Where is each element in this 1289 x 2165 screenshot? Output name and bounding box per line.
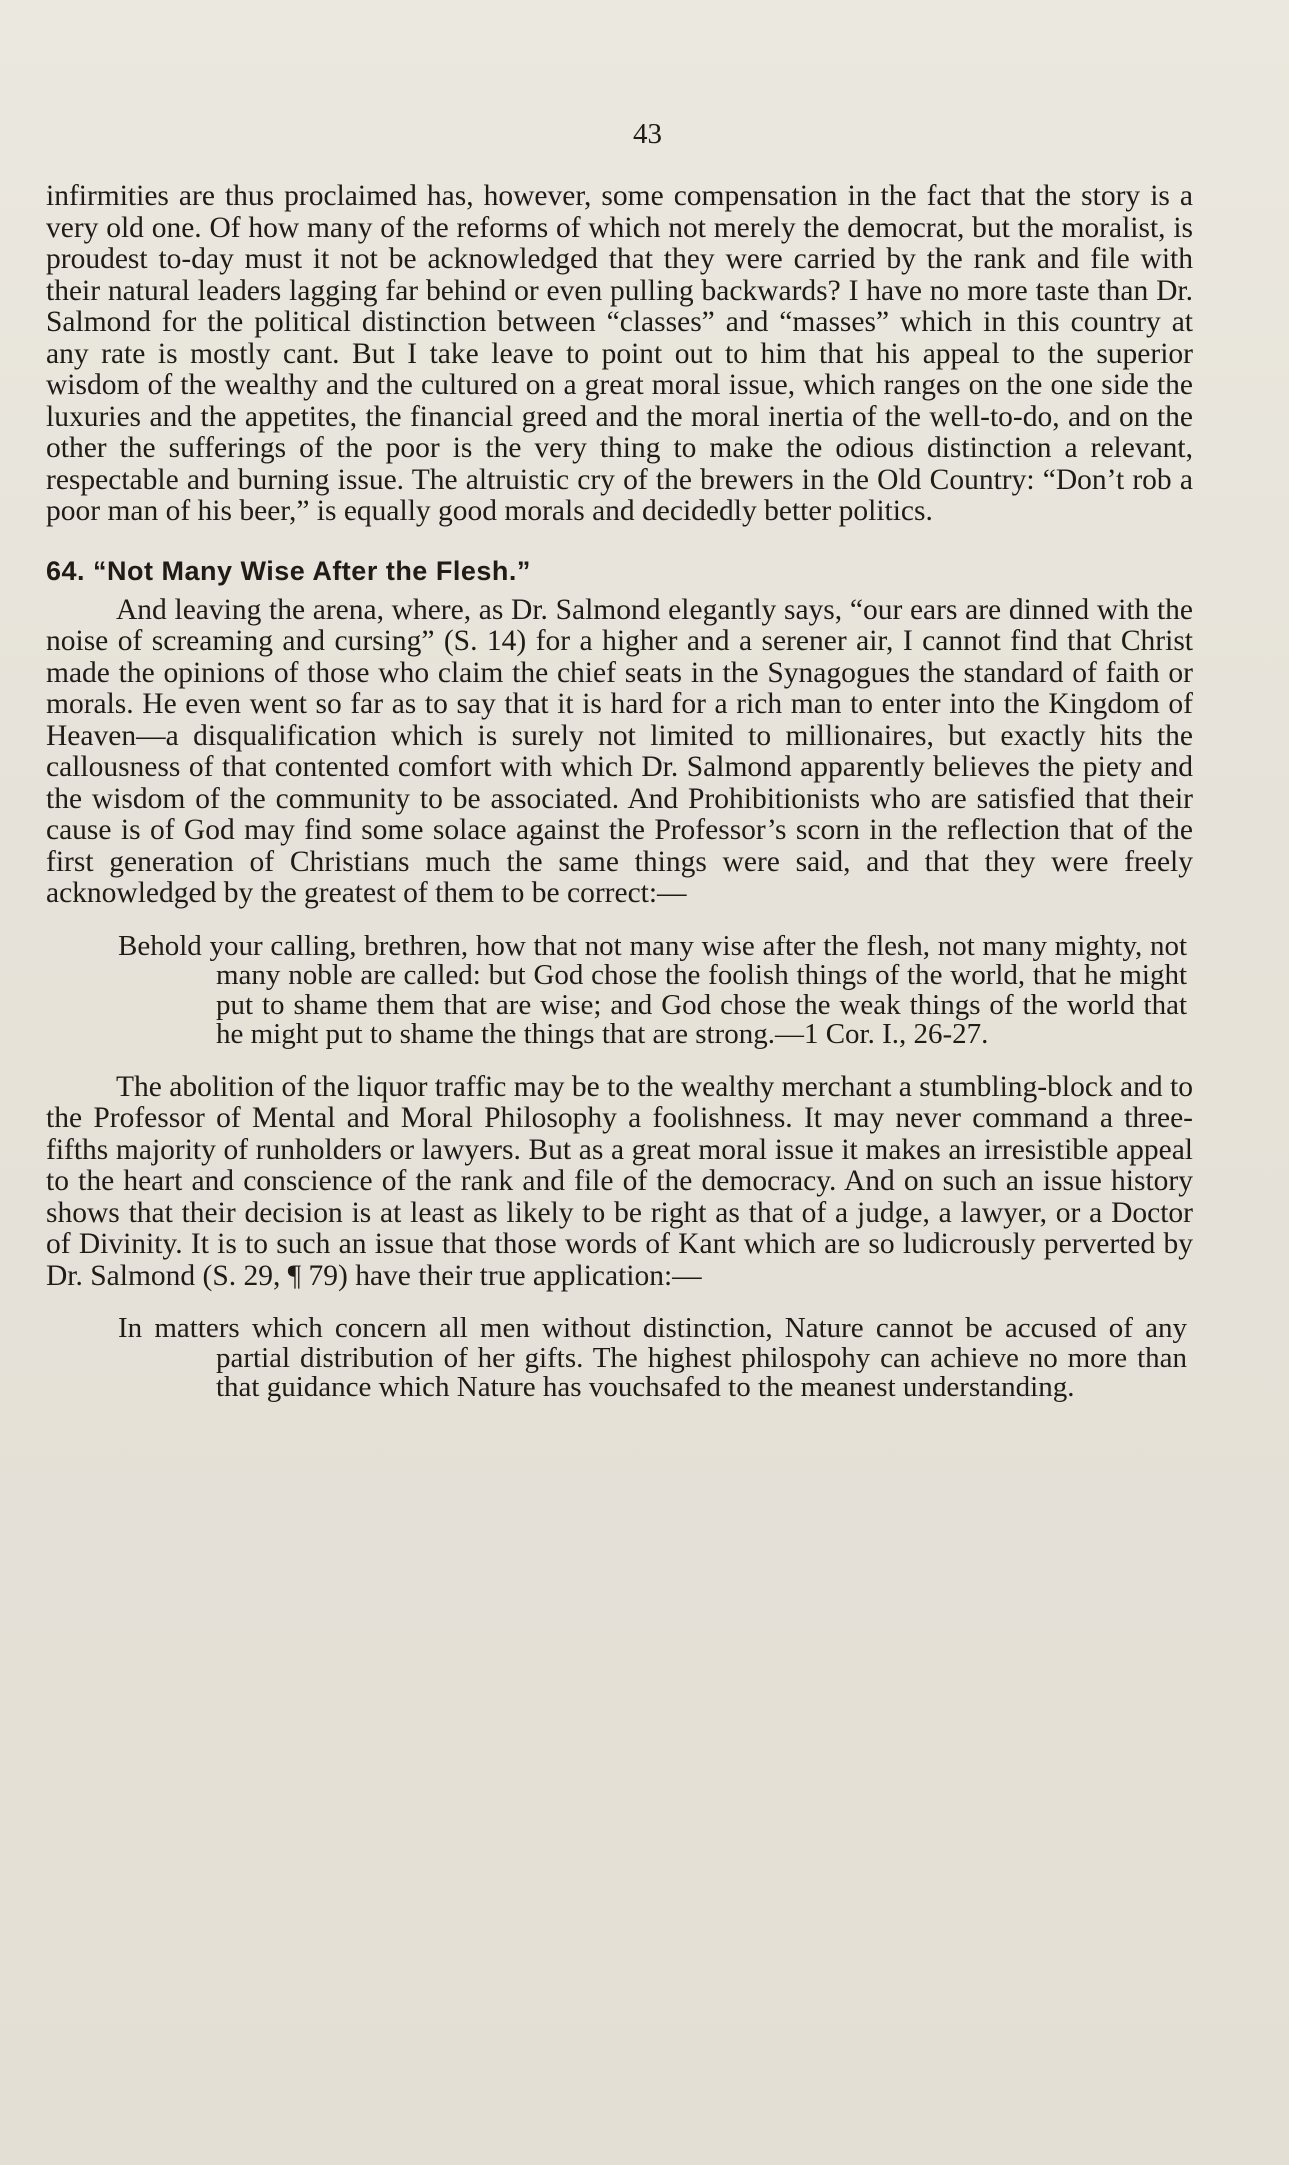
kant-quote: In matters which concern all men without distinction, Nature cannot be accused of any partial distribution of her gifts. The highest philospohy can achieve no more than that guidance which Nature has vouchsafed to the meanest understanding. [118,1312,1187,1403]
section-heading: 64. “Not Many Wise After the Flesh.” [46,555,531,586]
corinthians-quote: Behold your calling, brethren, how that not many wise after the flesh, not many mighty, not many noble are called: but God chose the foolish things of the world, that he might put to shame them that are wise; and God chose the weak things of the world that he might put to shame the things that are strong.—1 Cor. I., 26-27. [118,929,1187,1050]
page-number: 43 [633,118,662,150]
opening-paragraph: infirmities are thus proclaimed has, however, some compensation in the fact that the story is a very old one. Of how many of the reforms of which not merely the democrat, but the moralist, is proudest to-day must it not be acknowledged that they were carried by the rank and file with their natural leaders lagging far behind or even pulling backwards? I have no more taste than Dr. Salmond for the political distinction between “classes” and “masses” which in this country at any rate is mostly cant. But I take leave to point out to him that his appeal to the superior wisdom of the wealthy and the cultured on a great moral issue, which ranges on the one side the luxuries and the appetites, the financial greed and the moral inertia of the well-to-do, and on the other the sufferings of the poor is the very thing to make the odious distinction a relevant, respectable and burning issue. The altruistic cry of the brewers in the Old Country: “Don’t rob a poor man of his beer,” is equally good morals and decidedly better politics. [46,180,1193,527]
section-intro-paragraph: And leaving the arena, where, as Dr. Salmond elegantly says, “our ears are dinned with the noise of screaming and cursing” (S. 14) for a higher and a serener air, I cannot find that Christ made the opinions of those who claim the chief seats in the Synagogues the standard of faith or morals. He even went so far as to say that it is hard for a rich man to enter into the Kingdom of Heaven—a disqualification which is surely not limited to millionaires, but exactly hits the callousness of that contented comfort with which Dr. Salmond apparently believes the piety and the wisdom of the community to be associated. And Prohibitionists who are satisfied that their cause is of God may find some solace against the Professor’s scorn in the reflection that of the first generation of Christians much the same things were said, and that they were freely acknowledged by the greatest of them to be correct:— [46,593,1193,909]
liquor-traffic-paragraph: The abolition of the liquor traffic may be to the wealthy merchant a stumbling-block and to the Professor of Mental and Moral Philosophy a foolishness. It may never command a three-fifths majority of runholders or lawyers. But as a great moral issue it makes an irresistible appeal to the heart and conscience of the rank and file of the democracy. And on such an issue history shows that their decision is at least as likely to be right as that of a judge, a lawyer, or a Doctor of Divinity. It is to such an issue that those words of Kant which are so ludicrously perverted by Dr. Salmond (S. 29, ¶ 79) have their true application:— [46,1070,1193,1292]
